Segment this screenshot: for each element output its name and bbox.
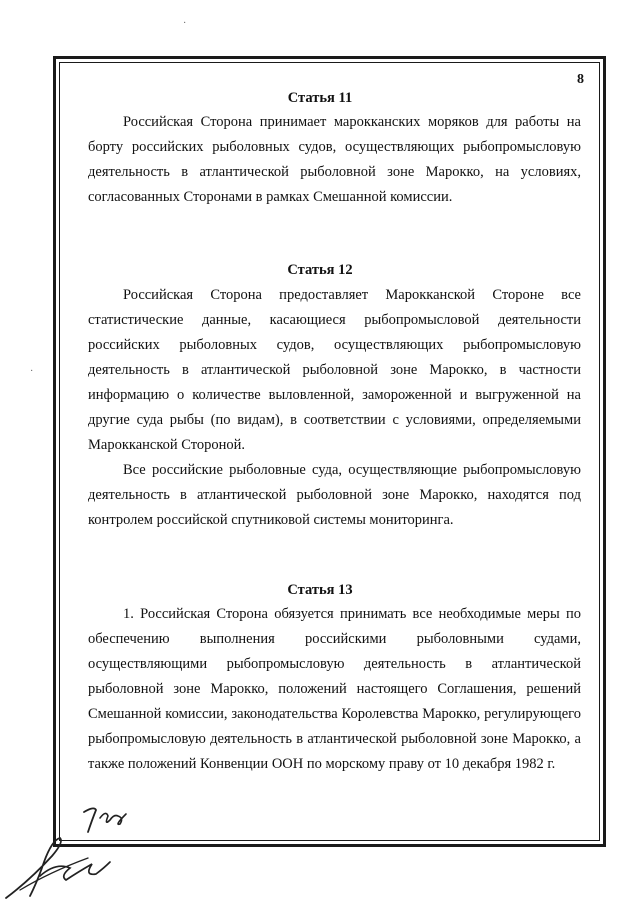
- article-12-paragraph-1: Российская Сторона предоставляет Марокканской Стороне все статистические данные, касающиеся рыбопромысловой деятельности российских рыболовных судов, осуществляющих рыбопромысловую деятельность в атлантической рыболовной зоне Марокко, в частности информацию о количестве выловленной, замороженной и выгруженной на другие суда рыбы (по видам), в соответствии с условиями, определяемыми Марокканской Стороной.: [88, 287, 581, 453]
- article-11-heading: Статья 11: [287, 90, 353, 106]
- scan-speck: ·: [30, 366, 34, 377]
- page-number: 8: [577, 72, 584, 87]
- article-12-heading: Статья 12: [287, 262, 353, 278]
- scan-speck: ·: [603, 558, 607, 569]
- article-13-paragraph-1: 1. Российская Сторона обязуется принимать все необходимые меры по обеспечению выполнения российскими рыболовными судами, осуществляющими рыбопромысловую деятельность в атлантической рыболовной зоне Марокко, положений настоящего Соглашения, решений Смешанной комиссии, законодательства Королевства Марокко, регулирующего рыбопромысловую деятельность в атлантической рыболовной зоне Марокко, а также положений Конвенции ООН по морскому праву от 10 декабря 1982 г.: [88, 606, 581, 772]
- signature-icon: [0, 832, 120, 905]
- scan-speck: ·: [183, 18, 187, 29]
- article-13-heading: Статья 13: [287, 582, 353, 598]
- article-12-paragraph-2: Все российские рыболовные суда, осуществляющие рыбопромысловую деятельность в атлантической рыболовной зоне Марокко, находятся под контролем российской спутниковой системы мониторинга.: [88, 462, 581, 528]
- article-11-paragraph-1: Российская Сторона принимает марокканских моряков для работы на борту российских рыболовных судов, осуществляющих рыбопромысловую деятельность в атлантической рыболовной зоне Марокко, на условиях, согласованных Сторонами в рамках Смешанной комиссии.: [88, 114, 581, 205]
